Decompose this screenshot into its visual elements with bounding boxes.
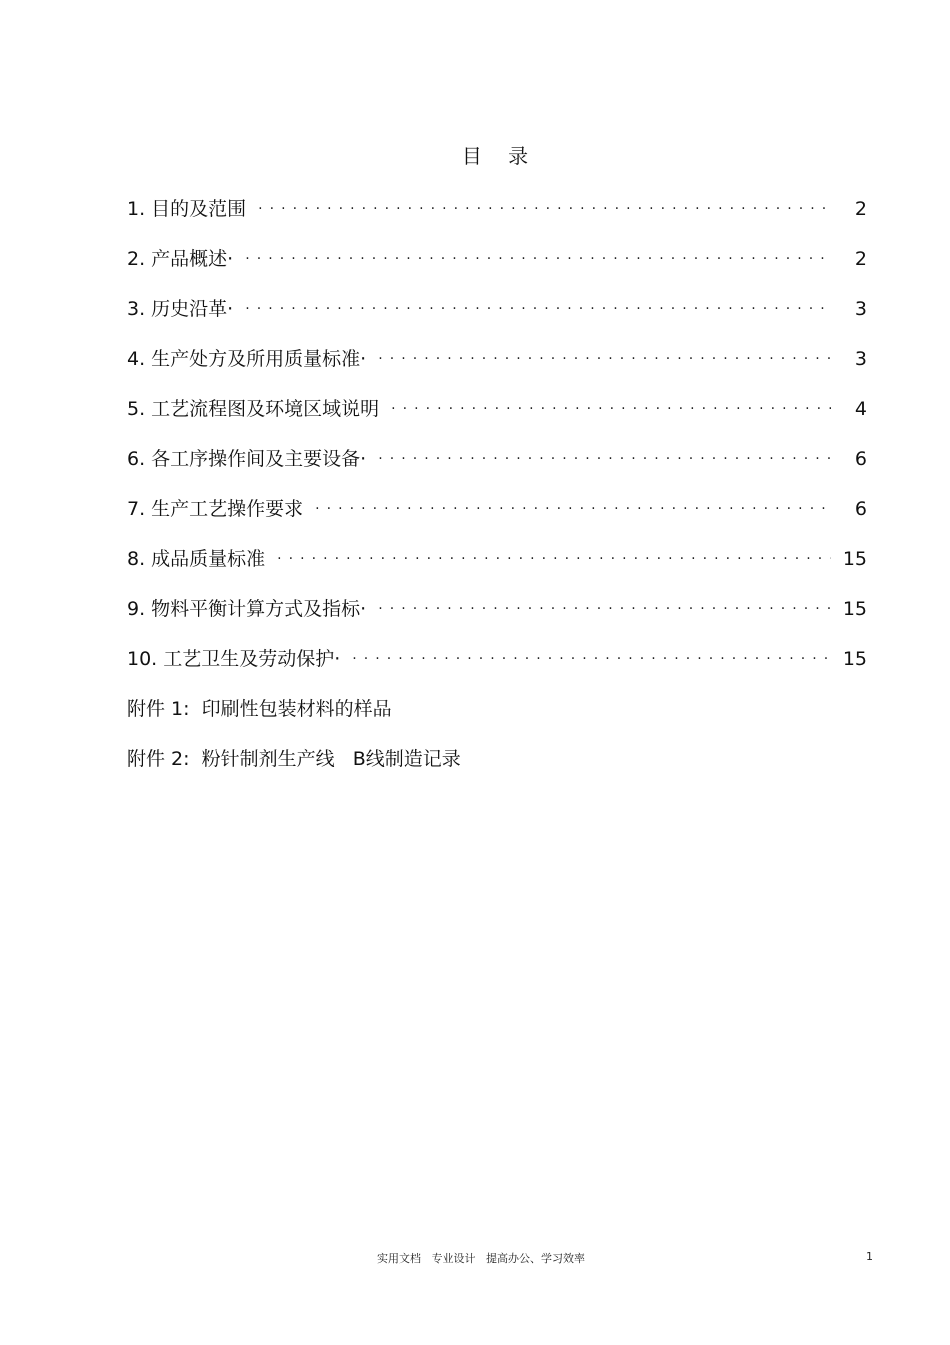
- toc-leader-dots: [245, 234, 831, 284]
- toc-entry-label: 3. 历史沿革·: [127, 298, 234, 320]
- toc-leader-dots: [391, 384, 831, 434]
- toc-entry-page: 3: [854, 348, 867, 370]
- toc-list: [127, 184, 867, 784]
- toc-entry-label: 10. 工艺卫生及劳动保护·: [127, 648, 341, 670]
- toc-entry[interactable]: [127, 584, 867, 634]
- toc-entry-page: 2: [854, 198, 867, 220]
- toc-entry-page: 15: [842, 648, 867, 670]
- appendix-item: 附件 2: 粉针制剂生产线 B线制造记录: [127, 748, 461, 770]
- toc-entry-label: 8. 成品质量标准: [127, 548, 266, 570]
- toc-entry-label: 9. 物料平衡计算方式及指标·: [127, 598, 367, 620]
- toc-leader-dots: [378, 584, 831, 634]
- toc-entry-page: 15: [842, 548, 867, 570]
- toc-entry[interactable]: [127, 484, 867, 534]
- toc-entry-page: 15: [842, 598, 867, 620]
- toc-entry-page: 3: [854, 298, 867, 320]
- toc-entry-page: 2: [854, 248, 867, 270]
- toc-entry-label: 2. 产品概述·: [127, 248, 234, 270]
- toc-leader-dots: [315, 484, 831, 534]
- appendix-item: 附件 1: 印刷性包装材料的样品: [127, 698, 392, 720]
- toc-entry[interactable]: [127, 234, 867, 284]
- toc-leader-dots: [378, 334, 831, 384]
- footer-text: 实用文档 专业设计 提高办公、学习效率: [377, 1252, 585, 1265]
- toc-entry-label: 1. 目的及范围: [127, 198, 247, 220]
- toc-entry-label: 7. 生产工艺操作要求: [127, 498, 304, 520]
- toc-entry-page: 4: [854, 398, 867, 420]
- toc-entry-page: 6: [854, 498, 867, 520]
- toc-entry[interactable]: [127, 334, 867, 384]
- page-number: 1: [866, 1250, 873, 1263]
- toc-entry-page: 6: [854, 448, 867, 470]
- toc-leader-dots: [258, 184, 831, 234]
- toc-entry[interactable]: [127, 184, 867, 234]
- toc-leader-dots: [245, 284, 831, 334]
- toc-leader-dots: [352, 634, 831, 684]
- toc-entry[interactable]: [127, 434, 867, 484]
- toc-title: 目 录: [461, 144, 539, 168]
- toc-entry[interactable]: [127, 284, 867, 334]
- toc-entry-label: 5. 工艺流程图及环境区域说明: [127, 398, 380, 420]
- toc-leader-dots: [277, 534, 831, 584]
- toc-entry[interactable]: [127, 384, 867, 434]
- toc-entry[interactable]: [127, 634, 867, 684]
- toc-leader-dots: [378, 434, 831, 484]
- toc-entry-label: 4. 生产处方及所用质量标准·: [127, 348, 367, 370]
- toc-entry-label: 6. 各工序操作间及主要设备·: [127, 448, 367, 470]
- toc-entry[interactable]: [127, 534, 867, 584]
